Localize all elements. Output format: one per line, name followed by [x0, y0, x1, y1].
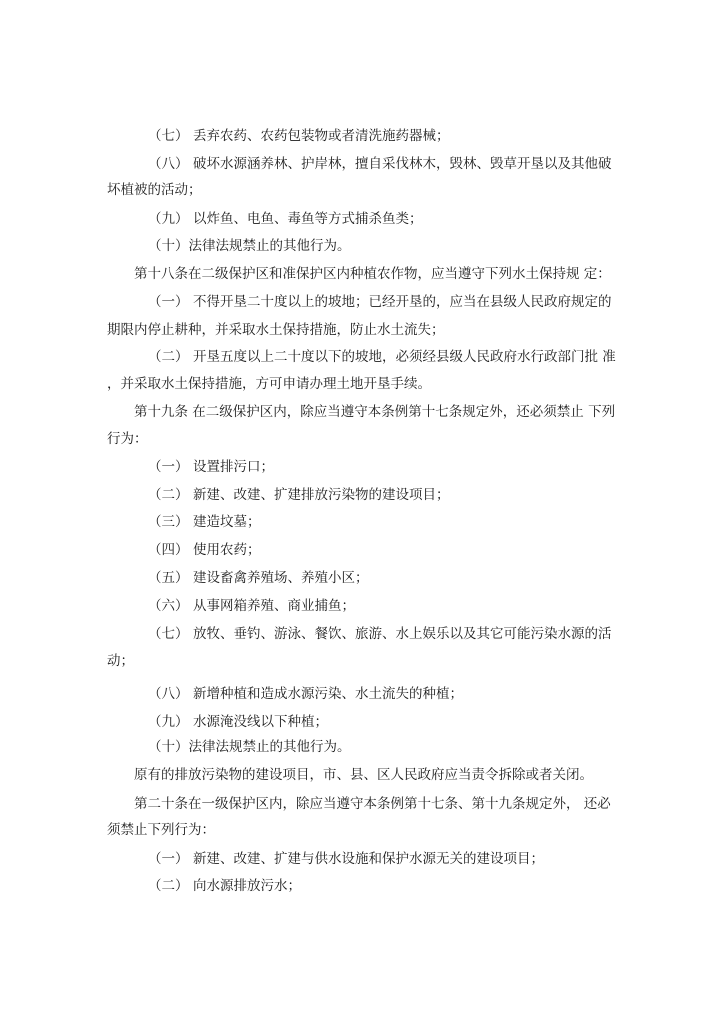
list-item: （十）法律法规禁止的其他行为。 — [148, 739, 351, 755]
list-item: （三） 建造坟墓； — [148, 514, 261, 530]
article-19: 第十九条 在二级保护区内，除应当遵守本条例第十七条规定外，还必须禁止 下列 — [134, 404, 616, 420]
list-item: （一） 设置排污口； — [148, 459, 274, 475]
text-line: ，并采取水土保持措施，方可申请办理土地开垦手续。 — [107, 376, 431, 392]
list-item: （九） 水源淹没线以下种植； — [148, 714, 328, 730]
list-item: （七） 放牧、垂钓、游泳、餐饮、旅游、水上娱乐以及其它可能污染水源的活 — [148, 626, 612, 642]
list-item: （六） 从事网箱养殖、商业捕鱼； — [148, 598, 355, 614]
list-item: （十）法律法规禁止的其他行为。 — [148, 238, 351, 254]
article-18: 第十八条在二级保护区和准保护区内种植农作物，应当遵守下列水土保持规 定： — [134, 266, 611, 282]
list-item: （七） 丢弃农药、农药包装物或者清洗施药器械； — [148, 128, 450, 144]
list-item: （二） 开垦五度以上二十度以下的坡地，必须经县级人民政府水行政部门批 准 — [148, 349, 616, 365]
list-item: （八） 破坏水源涵养林、护岸林，擅自采伐林木，毁林、毁草开垦以及其他破 — [148, 156, 612, 172]
list-item: （五） 建设畜禽养殖场、养殖小区； — [148, 570, 369, 586]
list-item: （一） 不得开垦二十度以上的坡地；已经开垦的，应当在县级人民政府规定的 — [148, 294, 612, 310]
article-20: 第二十条在一级保护区内，除应当遵守本条例第十七条、第十九条规定外， 还必 — [134, 796, 611, 812]
text-line: 坏植被的活动； — [107, 182, 202, 198]
list-item: （二） 新建、改建、扩建排放污染物的建设项目； — [148, 487, 450, 503]
list-item: （九） 以炸鱼、电鱼、毒鱼等方式捕杀鱼类； — [148, 211, 423, 227]
list-item: （一） 新建、改建、扩建与供水设施和保护水源无关的建设项目； — [148, 851, 544, 867]
text-line: 期限内停止耕种，并采取水土保持措施，防止水土流失； — [107, 322, 445, 338]
text-line: 行为： — [107, 431, 148, 447]
list-item: （八） 新增种植和造成水源污染、水土流失的种植； — [148, 686, 463, 702]
text-line: 须禁止下列行为： — [107, 822, 215, 838]
list-item: （二） 向水源排放污水； — [148, 878, 301, 894]
text-line: 动； — [107, 653, 134, 669]
list-item: （四） 使用农药； — [148, 542, 261, 558]
text-line: 原有的排放污染物的建设项目，市、县、区人民政府应当责令拆除或者关闭。 — [134, 767, 593, 783]
